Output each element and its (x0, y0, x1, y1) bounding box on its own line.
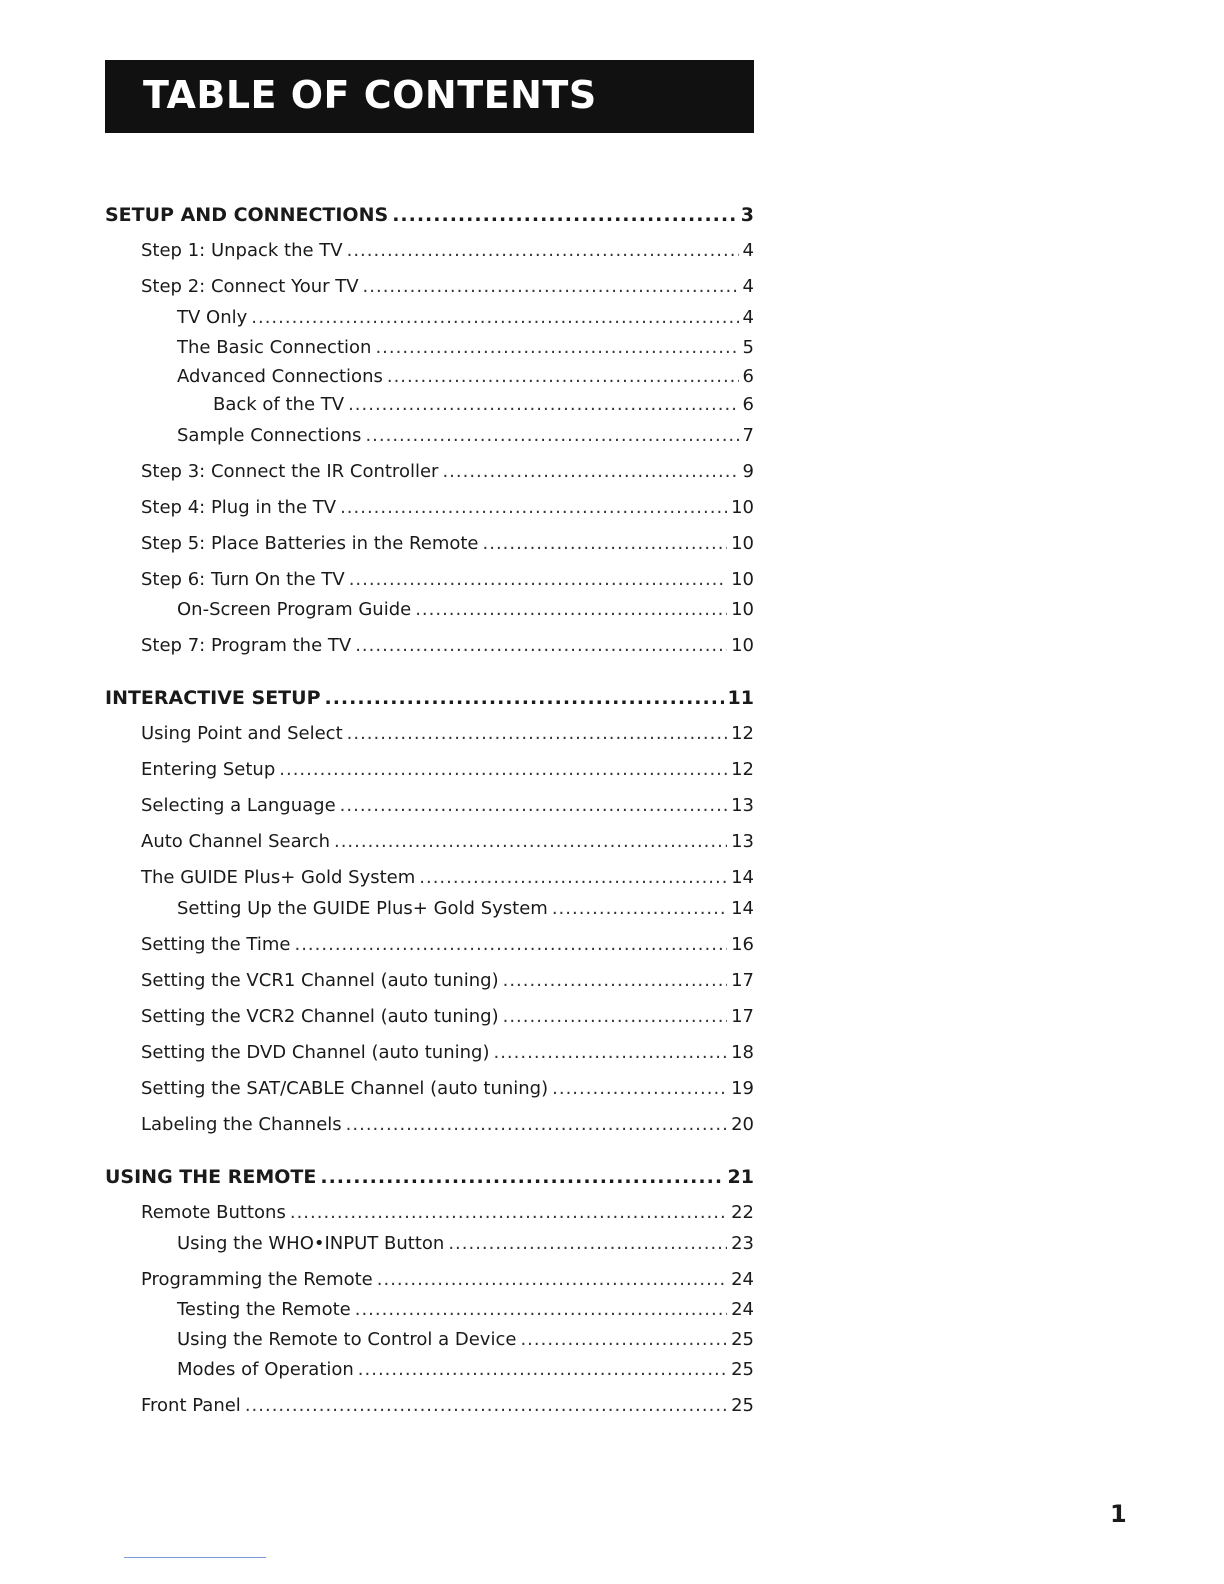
dot-leader (358, 1357, 727, 1383)
toc-entry-label: Using the Remote to Control a Device (177, 1329, 517, 1350)
toc-entry-page: 20 (731, 1114, 754, 1135)
toc-entry-page: 10 (731, 497, 754, 518)
dot-leader (347, 238, 739, 264)
dot-leader (392, 202, 737, 228)
toc-entry-page: 12 (731, 759, 754, 780)
toc-entry-label: INTERACTIVE SETUP (105, 687, 321, 709)
toc-entry-label: Auto Channel Search (141, 831, 330, 852)
toc-entry-label: Setting Up the GUIDE Plus+ Gold System (177, 898, 548, 919)
dot-leader (347, 721, 727, 747)
dot-leader (355, 1297, 727, 1323)
dot-leader (346, 1112, 727, 1138)
dot-leader (483, 531, 728, 557)
toc-entry-label: TV Only (177, 307, 248, 328)
toc-entry (141, 1076, 754, 1102)
toc-entry-label: Remote Buttons (141, 1202, 286, 1223)
toc-entry-page: 10 (731, 569, 754, 590)
dot-leader (348, 392, 738, 418)
dot-leader (448, 1231, 727, 1257)
toc-entry (141, 274, 754, 300)
toc-entry-label: Labeling the Channels (141, 1114, 342, 1135)
toc-entry-page: 25 (731, 1395, 754, 1416)
toc-entry-label: Testing the Remote (177, 1299, 351, 1320)
toc-entry-page: 17 (731, 970, 754, 991)
toc-entry-page: 13 (731, 831, 754, 852)
dot-leader (375, 335, 738, 361)
dot-leader (503, 968, 727, 994)
toc-entry (141, 932, 754, 958)
dot-leader (349, 567, 727, 593)
toc-entry-label: On-Screen Program Guide (177, 599, 412, 620)
toc-entry (141, 1112, 754, 1138)
toc-entry (141, 567, 754, 593)
toc-entry-label: USING THE REMOTE (105, 1166, 317, 1188)
toc-entry (141, 1393, 754, 1419)
dot-leader (325, 685, 724, 711)
toc-entry-page: 17 (731, 1006, 754, 1027)
toc-entry (177, 364, 754, 390)
toc-entry (177, 597, 754, 623)
toc-entry (177, 896, 754, 922)
toc-entry-label: Setting the DVD Channel (auto tuning) (141, 1042, 490, 1063)
toc-entry (141, 1267, 754, 1293)
toc-entry (141, 238, 754, 264)
toc-entry (177, 305, 754, 331)
toc-entry-label: Selecting a Language (141, 795, 336, 816)
toc-entry-label: Using Point and Select (141, 723, 343, 744)
toc-entry-label: Step 5: Place Batteries in the Remote (141, 533, 479, 554)
toc-entry-page: 4 (742, 276, 754, 297)
dot-leader (520, 1327, 727, 1353)
toc-entry-label: Setting the Time (141, 934, 291, 955)
toc-entry-page: 13 (731, 795, 754, 816)
toc-entry (141, 793, 754, 819)
dot-leader (503, 1004, 727, 1030)
toc-entry (141, 459, 754, 485)
toc-section-heading (105, 1164, 754, 1190)
dot-leader (377, 1267, 727, 1293)
dot-leader (340, 793, 727, 819)
toc-entry (141, 757, 754, 783)
toc-entry (141, 1004, 754, 1030)
toc-entry-label: Programming the Remote (141, 1269, 373, 1290)
toc-entry (141, 721, 754, 747)
toc-entry (177, 1357, 754, 1383)
toc-entry-label: Step 3: Connect the IR Controller (141, 461, 439, 482)
dot-leader (355, 633, 727, 659)
toc-entry (177, 1231, 754, 1257)
toc-entry-page: 24 (731, 1269, 754, 1290)
toc-entry-label: Sample Connections (177, 425, 362, 446)
toc-entry-page: 10 (731, 635, 754, 656)
toc-entry-page: 14 (731, 867, 754, 888)
toc-entry (177, 335, 754, 361)
toc-entry-page: 22 (731, 1202, 754, 1223)
toc-entry-page: 21 (727, 1166, 754, 1188)
toc-entry-page: 25 (731, 1359, 754, 1380)
toc-entry-page: 7 (742, 425, 754, 446)
toc-entry (177, 423, 754, 449)
toc-entry-label: SETUP AND CONNECTIONS (105, 204, 389, 226)
footer-rule (124, 1557, 266, 1558)
toc-entry (141, 1040, 754, 1066)
toc-entry-label: Setting the VCR1 Channel (auto tuning) (141, 970, 499, 991)
toc-entry-page: 11 (727, 687, 754, 709)
dot-leader (387, 364, 739, 390)
toc-entry-label: Advanced Connections (177, 366, 383, 387)
toc-entry-page: 3 (740, 204, 754, 226)
toc-entry (141, 633, 754, 659)
toc-entry-label: Step 2: Connect Your TV (141, 276, 359, 297)
dot-leader (245, 1393, 727, 1419)
toc-entry-page: 19 (731, 1078, 754, 1099)
toc-entry-page: 10 (731, 599, 754, 620)
toc-entry (141, 865, 754, 891)
toc-entry-page: 12 (731, 723, 754, 744)
toc-entry-label: Step 7: Program the TV (141, 635, 352, 656)
toc-entry (177, 1297, 754, 1323)
toc-entry (141, 829, 754, 855)
toc-entry (177, 1327, 754, 1353)
toc-entry-page: 6 (742, 394, 754, 415)
dot-leader (334, 829, 727, 855)
toc-entry-label: Back of the TV (213, 394, 345, 415)
toc-entry (141, 968, 754, 994)
dot-leader (552, 1076, 727, 1102)
toc-entry-page: 10 (731, 533, 754, 554)
dot-leader (419, 865, 727, 891)
toc-entry-page: 23 (731, 1233, 754, 1254)
dot-leader (251, 305, 738, 331)
toc-entry-page: 16 (731, 934, 754, 955)
page-title: TABLE OF CONTENTS (143, 73, 597, 117)
dot-leader (340, 495, 727, 521)
toc-entry-label: The GUIDE Plus+ Gold System (141, 867, 416, 888)
toc-entry (213, 392, 754, 418)
page-number: 1 (1110, 1500, 1127, 1528)
title-banner (105, 60, 754, 133)
toc-entry-page: 6 (742, 366, 754, 387)
toc-entry-label: Entering Setup (141, 759, 276, 780)
toc-entry-label: Using the WHO•INPUT Button (177, 1233, 445, 1254)
toc-entry-label: Step 1: Unpack the TV (141, 240, 343, 261)
dot-leader (415, 597, 727, 623)
dot-leader (493, 1040, 727, 1066)
dot-leader (290, 1200, 727, 1226)
dot-leader (294, 932, 727, 958)
toc-entry-page: 5 (742, 337, 754, 358)
toc-entry (141, 531, 754, 557)
toc-entry-page: 4 (742, 307, 754, 328)
toc-section-heading (105, 202, 754, 228)
toc-entry-page: 24 (731, 1299, 754, 1320)
toc-entry-label: Setting the VCR2 Channel (auto tuning) (141, 1006, 499, 1027)
toc-entry-page: 18 (731, 1042, 754, 1063)
toc-entry-label: Step 6: Turn On the TV (141, 569, 345, 590)
dot-leader (442, 459, 738, 485)
toc-entry-page: 4 (742, 240, 754, 261)
toc-entry (141, 495, 754, 521)
toc-entry-label: Setting the SAT/CABLE Channel (auto tuning) (141, 1078, 549, 1099)
dot-leader (279, 757, 727, 783)
dot-leader (363, 274, 739, 300)
toc-entry-page: 25 (731, 1329, 754, 1350)
toc-entry-page: 9 (742, 461, 754, 482)
dot-leader (320, 1164, 723, 1190)
toc-entry-page: 14 (731, 898, 754, 919)
toc-section-heading (105, 685, 754, 711)
dot-leader (552, 896, 727, 922)
dot-leader (365, 423, 738, 449)
toc-entry (141, 1200, 754, 1226)
toc-entry-label: Step 4: Plug in the TV (141, 497, 337, 518)
toc-entry-label: Modes of Operation (177, 1359, 354, 1380)
toc-entry-label: The Basic Connection (177, 337, 372, 358)
toc-entry-label: Front Panel (141, 1395, 241, 1416)
